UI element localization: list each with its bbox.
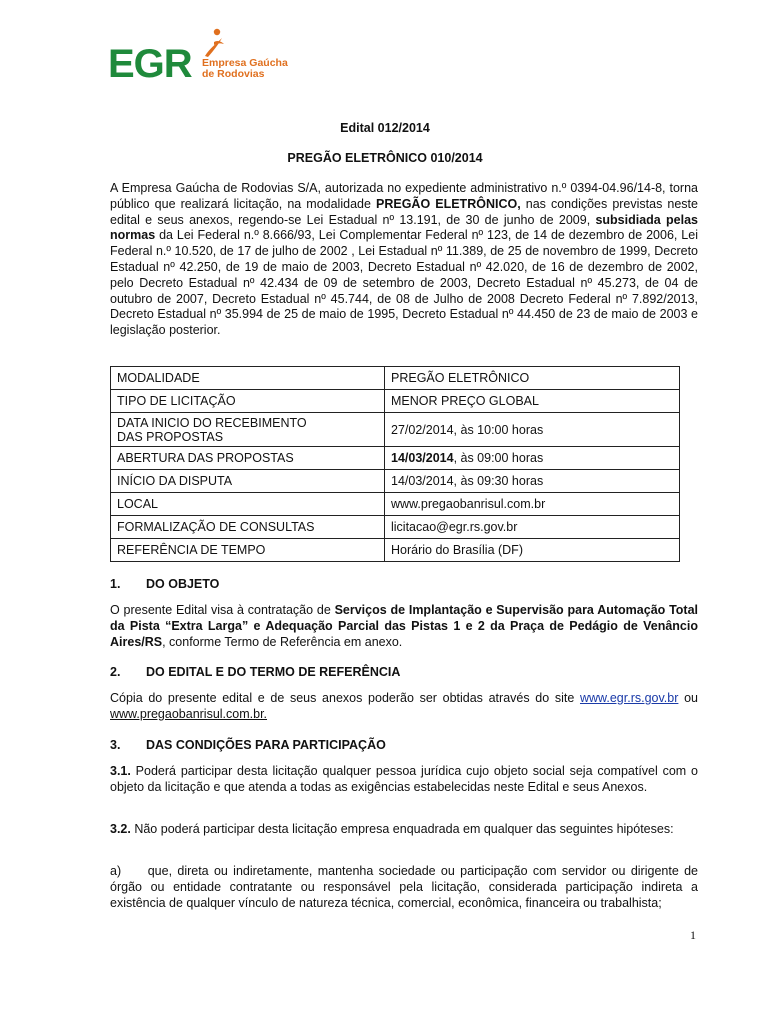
- info-table: [110, 366, 680, 562]
- table-row: [111, 390, 680, 413]
- table-key: FORMALIZAÇÃO DE CONSULTAS: [111, 516, 385, 539]
- table-value: 27/02/2014, às 10:00 horas: [385, 413, 680, 447]
- table-key: MODALIDADE: [111, 367, 385, 390]
- egr-site-link[interactable]: www.egr.rs.gov.br: [579, 691, 679, 705]
- table-row: [111, 539, 680, 562]
- section-1-heading: 1. DO OBJETO: [110, 577, 220, 591]
- table-row: [111, 413, 680, 447]
- table-row: [111, 493, 680, 516]
- table-key: INÍCIO DA DISPUTA: [111, 470, 385, 493]
- table-key: TIPO DE LICITAÇÃO: [111, 390, 385, 413]
- table-row: [111, 516, 680, 539]
- intro-paragraph: A Empresa Gaúcha de Rodovias S/A, autorizada no expediente administrativo n.º 0394-04.96/14-8, torna público que realizará licitação, na modalidade PREGÃO ELETRÔNICO, nas condições previstas neste edital e seus anexos, regendo-se Lei Estadual nº 13.191, de 30 de junho de 2009, subsidiada pelas normas da Lei Federal n.º 8.666/93, Lei Complementar Federal nº 123, de 14 de dezembro de 2006, Lei Federal n.º 10.520, de 17 de julho de 2002 , Lei Estadual nº 11.389, de 25 de novembro de 1999, Decreto Estadual nº 42.250, de 19 de maio de 2003, Decreto Estadual nº 42.020, de 16 de dezembro de 2002, pelo Decreto Estadual nº 42.434 de 09 de setembro de 2003, Decreto Estadual nº 45.273, de 04 de outubro de 2007, Decreto Estadual nº 45.744, de 08 de Julho de 2008 Decreto Federal nº 7.892/2013, Decreto Estadual nº 35.994 de 25 de maio de 1995, Decreto Estadual nº 44.450 de 23 de maio de 2003 e legislação posterior.: [110, 181, 698, 338]
- table-key: LOCAL: [111, 493, 385, 516]
- clause-3-2-a: a) que, direta ou indiretamente, mantenha sociedade ou participação com servidor ou dirigente de órgão ou entidade contratante ou responsável pela licitação, considerada participação indireta a existência de qualquer vínculo de natureza técnica, comercial, econômica, financeira ou trabalhista;: [110, 864, 702, 910]
- clause-3-1: 3.1. Poderá participar desta licitação qualquer pessoa jurídica cujo objeto social seja compatível com o objeto da licitação e que atenda a todas as exigências estabelecidas neste Edital e seus Anexos.: [110, 764, 698, 794]
- logo-company-name: Empresa Gaúcha de Rodovias: [202, 57, 288, 80]
- table-value: 14/03/2014, às 09:00 horas: [385, 447, 680, 470]
- table-key: REFERÊNCIA DE TEMPO: [111, 539, 385, 562]
- section-2-paragraph: Cópia do presente edital e de seus anexos poderão ser obtidas através do site www.egr.rs.gov.br ou www.pregaobanrisul.com.br.: [110, 691, 698, 721]
- table-key: DATA INICIO DO RECEBIMENTO DAS PROPOSTAS: [111, 413, 385, 447]
- table-value: www.pregaobanrisul.com.br: [385, 493, 680, 516]
- table-key: ABERTURA DAS PROPOSTAS: [111, 447, 385, 470]
- logo-acronym: EGR: [108, 42, 192, 86]
- table-value: PREGÃO ELETRÔNICO: [385, 367, 680, 390]
- table-value: licitacao@egr.rs.gov.br: [385, 516, 680, 539]
- edital-title: Edital 012/2014: [340, 121, 430, 135]
- table-row: [111, 447, 680, 470]
- table-value: Horário do Brasília (DF): [385, 539, 680, 562]
- pregao-site-link[interactable]: www.pregaobanrisul.com.br.: [110, 706, 268, 721]
- clause-3-2: 3.2. Não poderá participar desta licitação empresa enquadrada em qualquer das seguintes hipóteses:: [110, 822, 674, 836]
- page-number: 1: [690, 928, 696, 942]
- section-3-heading: 3. DAS CONDIÇÕES PARA PARTICIPAÇÃO: [110, 738, 386, 752]
- table-value: 14/03/2014, às 09:30 horas: [385, 470, 680, 493]
- table-row: [111, 367, 680, 390]
- logo-figure-icon: [202, 28, 226, 58]
- section-2-heading: 2. DO EDITAL E DO TERMO DE REFERÊNCIA: [110, 665, 401, 679]
- table-row: [111, 470, 680, 493]
- egr-logo: [108, 28, 298, 84]
- table-value: MENOR PREÇO GLOBAL: [385, 390, 680, 413]
- pregao-title: PREGÃO ELETRÔNICO 010/2014: [287, 151, 483, 165]
- section-1-paragraph: O presente Edital visa à contratação de Serviços de Implantação e Supervisão para Automação Total da Pista “Extra Larga” e Adequação Parcial das Pistas 1 e 2 da Praça de Pedágio de Venâncio Aires/RS, conforme Termo de Referência em anexo.: [110, 603, 698, 649]
